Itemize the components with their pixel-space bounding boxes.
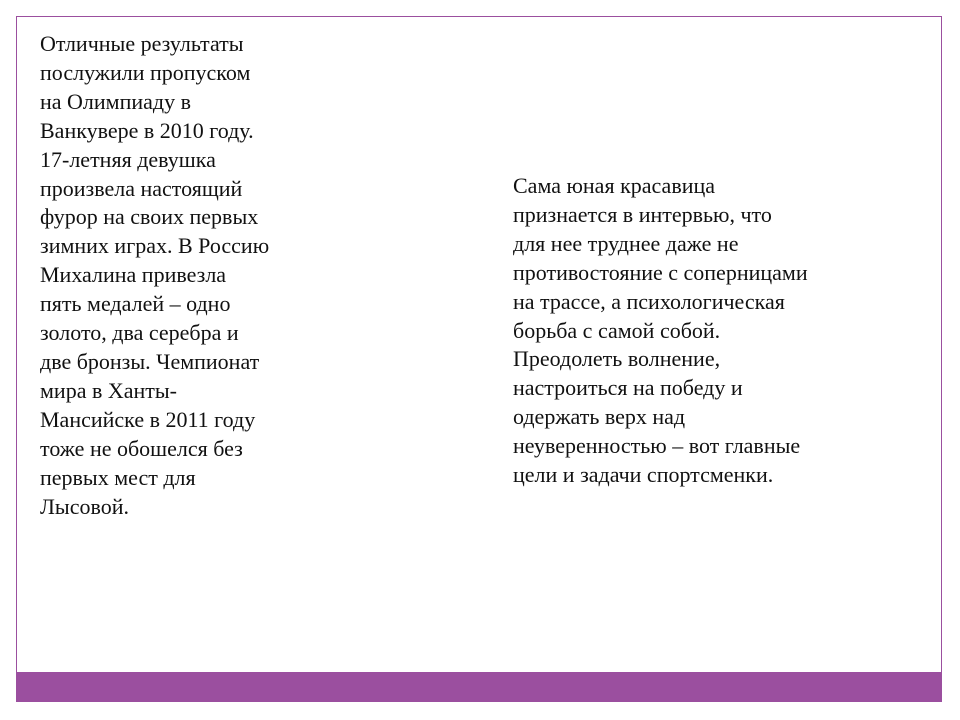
left-text-paragraph: Отличные результаты послужили пропуском на Олимпиаду в Ванкувере в 2010 году. 17-летняя девушка произвела настоящий фурор на своих первых зимних играх. В Россию Михалина привезла пять медалей – одно золото, два серебра и две бронзы. Чемпионат мира в Ханты- Мансийске в 2011 году тоже не обошелся без первых мест для Лысовой. (40, 31, 270, 519)
bottom-accent-bar (17, 672, 941, 702)
right-text-paragraph: Сама юная красавица признается в интервью, что для нее труднее даже не противостояние с соперницами на трассе, а психологическая борьба с самой собой. Преодолеть волнение, настроиться на победу и одержать верх над неуверенностью – вот главные цели и задачи спортсменки. (513, 173, 808, 488)
